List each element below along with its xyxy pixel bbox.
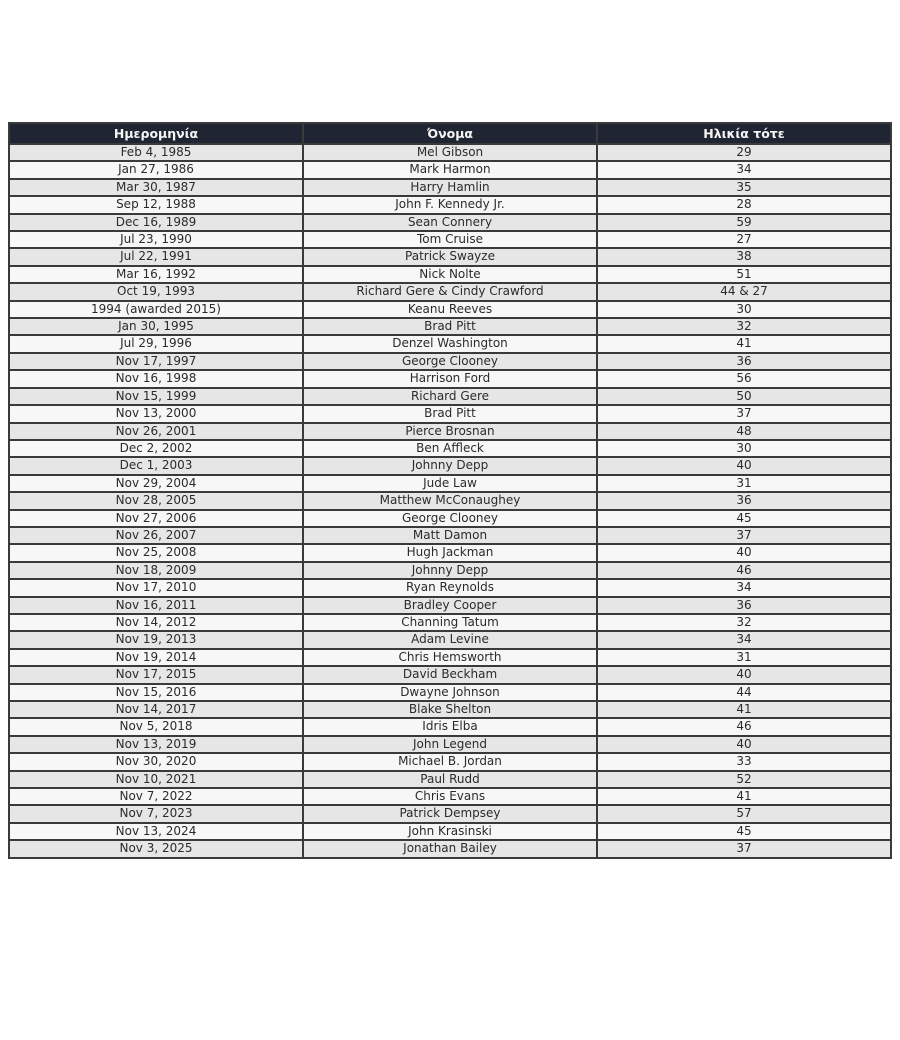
table-row [9, 196, 891, 213]
table-row [9, 788, 891, 805]
name-cell: Sean Connery [303, 214, 597, 231]
age-cell: 57 [597, 805, 891, 822]
table-row [9, 318, 891, 335]
age-cell: 37 [597, 840, 891, 857]
name-cell: Jonathan Bailey [303, 840, 597, 857]
age-cell: 44 & 27 [597, 283, 891, 300]
name-cell: Harrison Ford [303, 370, 597, 387]
age-cell: 34 [597, 631, 891, 648]
header-row [9, 123, 891, 144]
date-cell: Nov 10, 2021 [9, 771, 303, 788]
age-cell: 31 [597, 649, 891, 666]
age-cell: 35 [597, 179, 891, 196]
name-cell: Johnny Depp [303, 562, 597, 579]
table-row [9, 440, 891, 457]
age-cell: 38 [597, 248, 891, 265]
date-cell: Oct 19, 1993 [9, 283, 303, 300]
name-cell: Blake Shelton [303, 701, 597, 718]
date-cell: Nov 7, 2022 [9, 788, 303, 805]
table-row [9, 335, 891, 352]
age-cell: 41 [597, 335, 891, 352]
table-row [9, 370, 891, 387]
table-row [9, 248, 891, 265]
date-cell: Dec 2, 2002 [9, 440, 303, 457]
column-header-age: Ηλικία τότε [597, 123, 891, 144]
date-cell: Nov 15, 1999 [9, 388, 303, 405]
name-cell: Jude Law [303, 475, 597, 492]
table-row [9, 823, 891, 840]
date-cell: Nov 16, 1998 [9, 370, 303, 387]
age-cell: 27 [597, 231, 891, 248]
name-cell: Matt Damon [303, 527, 597, 544]
age-cell: 36 [597, 353, 891, 370]
age-cell: 45 [597, 510, 891, 527]
date-cell: Feb 4, 1985 [9, 144, 303, 161]
table-row [9, 266, 891, 283]
date-cell: Nov 27, 2006 [9, 510, 303, 527]
table-row [9, 701, 891, 718]
name-cell: Brad Pitt [303, 318, 597, 335]
age-cell: 33 [597, 753, 891, 770]
date-cell: Nov 17, 2015 [9, 666, 303, 683]
name-cell: Dwayne Johnson [303, 684, 597, 701]
table-row [9, 353, 891, 370]
date-cell: Nov 13, 2000 [9, 405, 303, 422]
table-row [9, 631, 891, 648]
table-row [9, 301, 891, 318]
name-cell: Nick Nolte [303, 266, 597, 283]
date-cell: Nov 5, 2018 [9, 718, 303, 735]
name-cell: Adam Levine [303, 631, 597, 648]
table-row [9, 840, 891, 857]
name-cell: Johnny Depp [303, 457, 597, 474]
table-row [9, 649, 891, 666]
table-row [9, 805, 891, 822]
table-row [9, 597, 891, 614]
date-cell: Nov 30, 2020 [9, 753, 303, 770]
date-cell: Jul 29, 1996 [9, 335, 303, 352]
age-cell: 52 [597, 771, 891, 788]
table-row [9, 666, 891, 683]
date-cell: Nov 16, 2011 [9, 597, 303, 614]
age-cell: 56 [597, 370, 891, 387]
name-cell: Paul Rudd [303, 771, 597, 788]
table-row [9, 492, 891, 509]
age-cell: 37 [597, 527, 891, 544]
age-cell: 40 [597, 544, 891, 561]
table-row [9, 214, 891, 231]
name-cell: Michael B. Jordan [303, 753, 597, 770]
table-row [9, 388, 891, 405]
age-cell: 34 [597, 161, 891, 178]
age-cell: 36 [597, 597, 891, 614]
name-cell: Mel Gibson [303, 144, 597, 161]
table-row [9, 527, 891, 544]
table-row [9, 457, 891, 474]
table-row [9, 736, 891, 753]
age-cell: 45 [597, 823, 891, 840]
date-cell: Nov 17, 2010 [9, 579, 303, 596]
date-cell: Jul 23, 1990 [9, 231, 303, 248]
age-cell: 46 [597, 562, 891, 579]
date-cell: Nov 19, 2013 [9, 631, 303, 648]
date-cell: Dec 16, 1989 [9, 214, 303, 231]
date-cell: Nov 29, 2004 [9, 475, 303, 492]
date-cell: Nov 19, 2014 [9, 649, 303, 666]
name-cell: Ryan Reynolds [303, 579, 597, 596]
date-cell: Nov 13, 2024 [9, 823, 303, 840]
table-row [9, 179, 891, 196]
table-row [9, 771, 891, 788]
name-cell: Keanu Reeves [303, 301, 597, 318]
date-cell: Dec 1, 2003 [9, 457, 303, 474]
age-cell: 30 [597, 301, 891, 318]
name-cell: Harry Hamlin [303, 179, 597, 196]
table-row [9, 579, 891, 596]
date-cell: Jan 30, 1995 [9, 318, 303, 335]
age-cell: 40 [597, 736, 891, 753]
name-cell: John Legend [303, 736, 597, 753]
date-cell: Nov 26, 2007 [9, 527, 303, 544]
age-cell: 50 [597, 388, 891, 405]
date-cell: Nov 13, 2019 [9, 736, 303, 753]
winners-table-container [8, 122, 892, 859]
age-cell: 32 [597, 614, 891, 631]
date-cell: Nov 14, 2017 [9, 701, 303, 718]
age-cell: 41 [597, 701, 891, 718]
age-cell: 29 [597, 144, 891, 161]
date-cell: Mar 16, 1992 [9, 266, 303, 283]
age-cell: 30 [597, 440, 891, 457]
name-cell: Bradley Cooper [303, 597, 597, 614]
name-cell: Pierce Brosnan [303, 423, 597, 440]
date-cell: 1994 (awarded 2015) [9, 301, 303, 318]
age-cell: 37 [597, 405, 891, 422]
name-cell: Patrick Dempsey [303, 805, 597, 822]
date-cell: Nov 15, 2016 [9, 684, 303, 701]
date-cell: Jan 27, 1986 [9, 161, 303, 178]
age-cell: 34 [597, 579, 891, 596]
date-cell: Jul 22, 1991 [9, 248, 303, 265]
date-cell: Nov 18, 2009 [9, 562, 303, 579]
age-cell: 36 [597, 492, 891, 509]
age-cell: 40 [597, 457, 891, 474]
name-cell: John Krasinski [303, 823, 597, 840]
name-cell: Richard Gere [303, 388, 597, 405]
date-cell: Mar 30, 1987 [9, 179, 303, 196]
name-cell: Patrick Swayze [303, 248, 597, 265]
table-row [9, 423, 891, 440]
table-row [9, 684, 891, 701]
name-cell: Hugh Jackman [303, 544, 597, 561]
age-cell: 51 [597, 266, 891, 283]
age-cell: 48 [597, 423, 891, 440]
date-cell: Nov 14, 2012 [9, 614, 303, 631]
age-cell: 41 [597, 788, 891, 805]
table-row [9, 283, 891, 300]
name-cell: Denzel Washington [303, 335, 597, 352]
age-cell: 40 [597, 666, 891, 683]
name-cell: Brad Pitt [303, 405, 597, 422]
age-cell: 59 [597, 214, 891, 231]
name-cell: John F. Kennedy Jr. [303, 196, 597, 213]
table-header [9, 123, 891, 144]
column-header-name: Όνομα [303, 123, 597, 144]
table-row [9, 562, 891, 579]
table-row [9, 475, 891, 492]
name-cell: George Clooney [303, 353, 597, 370]
date-cell: Nov 28, 2005 [9, 492, 303, 509]
age-cell: 31 [597, 475, 891, 492]
age-cell: 28 [597, 196, 891, 213]
date-cell: Nov 7, 2023 [9, 805, 303, 822]
date-cell: Nov 25, 2008 [9, 544, 303, 561]
table-row [9, 231, 891, 248]
name-cell: Matthew McConaughey [303, 492, 597, 509]
age-cell: 32 [597, 318, 891, 335]
table-row [9, 144, 891, 161]
column-header-date: Ημερομηνία [9, 123, 303, 144]
age-cell: 44 [597, 684, 891, 701]
table-row [9, 614, 891, 631]
name-cell: David Beckham [303, 666, 597, 683]
table-row [9, 405, 891, 422]
date-cell: Nov 3, 2025 [9, 840, 303, 857]
name-cell: Mark Harmon [303, 161, 597, 178]
table-row [9, 161, 891, 178]
name-cell: George Clooney [303, 510, 597, 527]
date-cell: Nov 17, 1997 [9, 353, 303, 370]
name-cell: Channing Tatum [303, 614, 597, 631]
name-cell: Idris Elba [303, 718, 597, 735]
date-cell: Sep 12, 1988 [9, 196, 303, 213]
date-cell: Nov 26, 2001 [9, 423, 303, 440]
name-cell: Ben Affleck [303, 440, 597, 457]
winners-table [8, 122, 892, 859]
name-cell: Chris Hemsworth [303, 649, 597, 666]
age-cell: 46 [597, 718, 891, 735]
table-row [9, 544, 891, 561]
table-body [9, 144, 891, 858]
name-cell: Chris Evans [303, 788, 597, 805]
table-row [9, 718, 891, 735]
name-cell: Tom Cruise [303, 231, 597, 248]
name-cell: Richard Gere & Cindy Crawford [303, 283, 597, 300]
table-row [9, 753, 891, 770]
table-row [9, 510, 891, 527]
